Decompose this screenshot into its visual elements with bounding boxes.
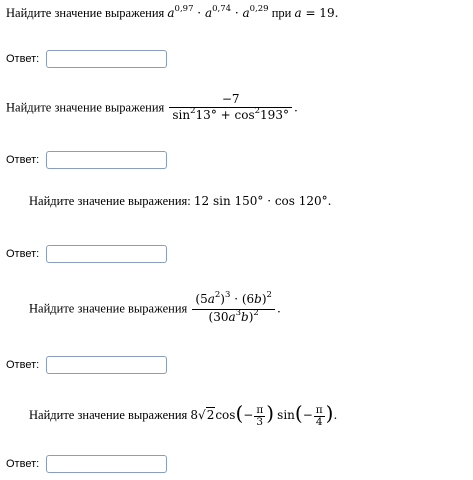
answer-row-2	[6, 151, 167, 169]
problem-5-rparen-2: )	[325, 401, 334, 425]
problem-1-tail: при	[271, 6, 292, 20]
answer-row-3	[6, 245, 167, 263]
problem-4-num-close: )	[220, 292, 225, 306]
problem-4-num-close2: )	[261, 292, 267, 306]
problem-1-condition-eq: = 19.	[301, 6, 339, 20]
problem-4	[29, 292, 281, 327]
problem-4-den-b: b	[241, 310, 249, 324]
problem-4-numerator	[192, 292, 275, 309]
problem-4-end: .	[276, 301, 281, 316]
problem-5-end: .	[333, 408, 338, 422]
problem-5-frac-1	[254, 405, 265, 428]
problem-2-plus: +	[216, 108, 235, 122]
problem-2-cos-exp: 2	[254, 106, 261, 116]
problem-3-prompt: Найдите значение выражения:	[29, 194, 191, 208]
problem-2-end: .	[293, 100, 298, 115]
problem-5-minus-2: −	[302, 408, 313, 422]
problem-1-base-2: a	[204, 6, 213, 20]
problem-5-sqrt-sign: √	[198, 408, 206, 422]
problem-5-frac-2	[314, 405, 325, 428]
problem-2-fraction	[169, 92, 292, 125]
problem-1-condition-var: a	[294, 6, 302, 20]
problem-1-dot-2: ·	[231, 6, 243, 20]
problem-2-cos-arg: 193°	[260, 108, 289, 122]
problem-4-num-a: a	[207, 292, 215, 306]
problem-1-exp-2: 0,74	[212, 4, 232, 14]
answer-label: Ответ:	[6, 458, 40, 470]
problem-2-prompt: Найдите значение выражения	[6, 100, 165, 115]
problem-4-den-left: (30	[208, 310, 229, 324]
problem-5-lparen-2: (	[294, 401, 303, 425]
answer-label: Ответ:	[6, 154, 40, 166]
problem-2-cos: cos	[234, 108, 255, 122]
answer-input-3[interactable]	[46, 245, 167, 263]
answer-row-5	[6, 455, 167, 473]
problem-2-sin-arg: 13°	[195, 108, 217, 122]
problem-3-end: .	[327, 194, 332, 208]
answer-row-1	[6, 50, 167, 68]
problem-2-sin-exp: 2	[190, 106, 196, 116]
problem-5-sin: sin	[277, 408, 295, 422]
problem-4-num-b: b	[254, 292, 262, 306]
problem-5-prompt: Найдите значение выражения	[29, 408, 188, 422]
problem-5-frac-2-num: π	[315, 403, 323, 416]
problem-4-den-close: )	[248, 310, 254, 324]
problem-2-denominator	[169, 107, 292, 125]
answer-input-1[interactable]	[46, 50, 167, 68]
problem-5-sqrt	[198, 408, 215, 422]
problem-4-num-a-exp: 2	[214, 290, 221, 300]
problem-3	[29, 194, 331, 209]
problem-5-coefficient: 8	[190, 408, 199, 422]
problem-4-num-exp: 3	[224, 290, 231, 300]
problem-4-den-a: a	[228, 310, 236, 324]
problem-2-numerator: −7	[221, 92, 240, 106]
problem-1-base-1: a	[167, 6, 175, 20]
problem-4-denominator	[192, 309, 275, 327]
problem-5-frac-1-den: 3	[254, 416, 265, 428]
problem-4-num-exp2: 2	[266, 290, 272, 300]
problem-5-rparen-1: )	[266, 401, 275, 425]
problem-5-radicand: 2	[206, 408, 215, 422]
problem-5-lparen-1: (	[235, 401, 244, 425]
problem-5	[29, 400, 337, 428]
problem-4-num-dot: · (6	[230, 292, 255, 306]
problem-4-fraction	[192, 292, 275, 327]
answer-input-2[interactable]	[46, 151, 167, 169]
problem-3-expression: 12 sin 150° · cos 120°	[193, 194, 328, 208]
problem-1-base-3: a	[242, 6, 250, 20]
answer-label: Ответ:	[6, 359, 40, 371]
answer-input-4[interactable]	[46, 356, 167, 374]
problem-4-den-a-exp: 3	[235, 308, 242, 318]
answer-input-5[interactable]	[46, 455, 167, 473]
answer-label: Ответ:	[6, 248, 40, 260]
problem-1-exp-3: 0,29	[249, 4, 269, 14]
problem-2	[6, 92, 298, 125]
answer-label: Ответ:	[6, 53, 40, 65]
problem-1-dot-1: ·	[193, 6, 205, 20]
problem-5-frac-1-num: π	[256, 403, 264, 416]
problem-4-prompt: Найдите значение выражения	[29, 301, 188, 316]
problem-2-sin: sin	[172, 108, 191, 122]
problem-1	[6, 6, 338, 21]
problem-4-den-exp: 2	[253, 308, 259, 318]
problem-5-cos: cos	[215, 408, 236, 422]
problem-5-minus-1: −	[243, 408, 254, 422]
problem-4-num-left: (5	[195, 292, 208, 306]
problem-1-prompt: Найдите значение выражения	[6, 6, 165, 20]
problem-5-frac-2-den: 4	[314, 416, 325, 428]
problem-1-exp-1: 0,97	[174, 4, 194, 14]
answer-row-4	[6, 356, 167, 374]
